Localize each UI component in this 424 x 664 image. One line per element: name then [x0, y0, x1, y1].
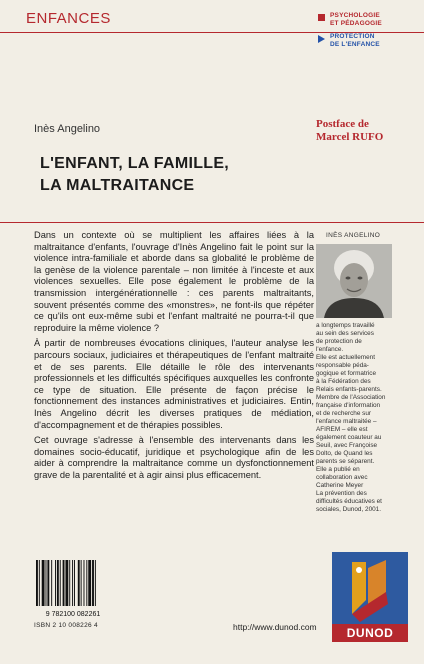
- postface-credit: [316, 118, 383, 144]
- collection-label: [330, 12, 382, 28]
- author-name: Inès Angelino: [34, 123, 101, 135]
- bio-line: l'enfance.: [316, 346, 344, 353]
- square-bullet-icon: [318, 14, 325, 21]
- dunod-emblem-icon: [332, 552, 408, 624]
- bio-line: parents se séparent.: [316, 458, 375, 465]
- bio-line: de protection de: [316, 338, 362, 345]
- barcode-bar: [86, 560, 87, 606]
- barcode-bar: [51, 560, 52, 606]
- bio-line: sociales, Dunod, 2001.: [316, 506, 382, 513]
- bio-line: Catherine Meyer: [316, 482, 364, 489]
- bio-line: à la Fédération des: [316, 378, 371, 385]
- barcode-bar: [69, 560, 70, 606]
- bio-line: Seuil, avec Françoise: [316, 442, 378, 449]
- bio-line: au sein des services: [316, 330, 374, 337]
- title-line: LA MALTRAITANCE: [40, 177, 195, 194]
- bio-line: Elle est actuellement: [316, 354, 375, 361]
- author-photo-label: INÈS ANGELINO: [326, 232, 381, 239]
- title-rule: [0, 222, 424, 223]
- bio-line: gogique et formatrice: [316, 370, 377, 377]
- barcode-bar: [78, 560, 80, 606]
- barcode-bar: [81, 560, 82, 606]
- barcode-bar: [72, 560, 73, 606]
- barcode-bar: [57, 560, 59, 606]
- barcode-bar: [95, 560, 96, 606]
- publisher-name: DUNOD: [346, 626, 394, 640]
- series-name: ENFANCES: [26, 10, 111, 27]
- barcode-bar: [63, 560, 65, 606]
- blurb-paragraph: Cet ouvrage s'adresse à l'ensemble des intervenants dans les domaines socio-éducatif, juridique et psychologique afin de les aider à comprendre la maltraitance comme un dysfonctionnement grave de la parentalité et à agir ainsi plus efficacement.: [34, 435, 314, 480]
- bio-line: difficultés éducatives et: [316, 498, 382, 505]
- barcode-digits: 9 782100 082261: [45, 611, 101, 618]
- triangle-bullet-icon: [318, 35, 325, 43]
- bio-line: française d'information: [316, 402, 381, 409]
- barcode-bar: [60, 560, 61, 606]
- bio-line: a longtemps travaillé: [316, 322, 375, 329]
- bio-line: Dolto, de Quand les: [316, 450, 373, 457]
- blurb-paragraph: Dans un contexte où se multiplient les affaires liées à la maltraitance d'enfants, l'ouvrage d'Inès Angelino fait le point sur la violence intra-familiale et aborde dans sa globalité le problème de la genèse de la violence parentale – non limitée à l'inceste et aux violences sexuelles. Elle pose également le problème de la transmission intergénérationnelle : ces parents maltraitants, souvent présentés comme des «monstres», ne font-ils que répéter ce qu'ils ont eux-même subi et l'enfant maltraité ne pourra-t-il que reproduire la même violence ?: [34, 230, 314, 333]
- collection-label-line: PSYCHOLOGIE: [330, 12, 380, 19]
- collection-label-line: DE L'ENFANCE: [330, 41, 380, 48]
- collection-label: [330, 33, 380, 49]
- author-bio: [316, 322, 402, 514]
- barcode-bar: [42, 560, 45, 606]
- barcode-bar: [74, 560, 75, 606]
- collection-labels: [318, 12, 418, 54]
- barcode-bar: [39, 560, 40, 606]
- barcode-bar: [65, 560, 68, 606]
- bio-line: Membre de l'Association: [316, 394, 386, 401]
- publisher-logo: [332, 552, 408, 642]
- bio-line: Relais enfants-parents.: [316, 386, 382, 393]
- author-photo: [316, 244, 392, 318]
- bio-line: collaboration avec: [316, 474, 368, 481]
- blurb-paragraph: À partir de nombreuses évocations cliniques, l'auteur analyse les parcours sociaux, judiciaires et thérapeutiques de l'enfant maltraité et de ses parents. Elle détaille le rôle des intervenants professionnels et les difficultés spécifiques auxquelles les confronte ce type de situation. Elle présente de façon précise le fonctionnement des instances administratives et judiciaires. Entin, Inès Angelino décrit les diverses pratiques de médiation, d'accompagnement et de thérapies possibles.: [34, 338, 314, 430]
- postface-line: Marcel RUFO: [316, 131, 384, 143]
- barcode-bar: [47, 560, 49, 606]
- title-line: L'ENFANT, LA FAMILLE,: [40, 155, 230, 172]
- barcode-bar: [36, 560, 38, 606]
- barcode-bar: [46, 560, 47, 606]
- barcode: [34, 560, 112, 618]
- bio-line: et de recherche sur: [316, 410, 372, 417]
- collection-label-line: PROTECTION: [330, 33, 375, 40]
- postface-line: Postface de: [316, 118, 369, 130]
- barcode-icon: [34, 560, 112, 618]
- bio-line: La prévention des: [316, 490, 367, 497]
- author-portrait-icon: [316, 244, 392, 318]
- collection-item-psychologie: [318, 12, 418, 28]
- bio-line: responsable péda-: [316, 362, 369, 369]
- bio-line: également coauteur au: [316, 434, 382, 441]
- barcode-bar: [55, 560, 56, 606]
- bio-line: l'enfance maltraitée –: [316, 418, 377, 425]
- publisher-url: http://www.dunod.com: [233, 622, 317, 632]
- barcode-bar: [88, 560, 91, 606]
- barcode-bar: [92, 560, 94, 606]
- collection-item-protection: [318, 33, 418, 49]
- blurb: [34, 230, 314, 485]
- isbn: ISBN 2 10 008226 4: [34, 622, 98, 629]
- barcode-bar: [84, 560, 85, 606]
- book-title: [40, 153, 320, 197]
- bio-line: Elle a publié en: [316, 466, 360, 473]
- collection-label-line: ET PÉDAGOGIE: [330, 20, 382, 27]
- bio-line: AFIREM – elle est: [316, 426, 368, 433]
